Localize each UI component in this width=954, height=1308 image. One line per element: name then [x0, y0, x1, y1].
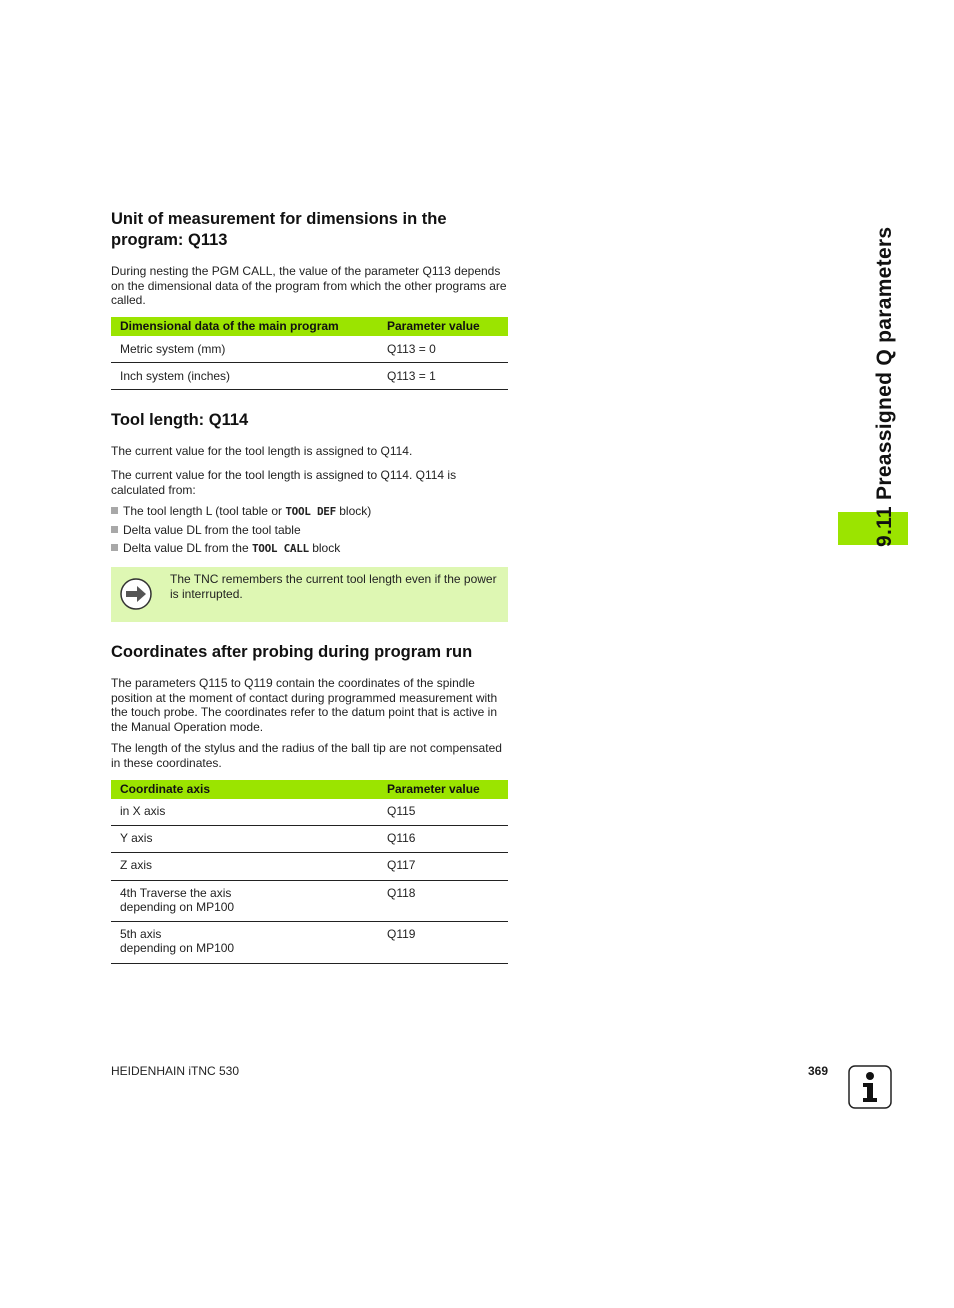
paragraph-q114-2: The current value for the tool length is assigned to Q114. Q114 is calculated from: — [111, 468, 457, 497]
footer-product: HEIDENHAIN iTNC 530 — [111, 1064, 240, 1078]
table-cell: Q115 — [387, 804, 416, 818]
bullet-square-icon — [111, 544, 118, 551]
list-item — [111, 541, 340, 556]
table-row — [111, 363, 508, 390]
note-box — [111, 567, 508, 622]
code-keyword: TOOL CALL — [251, 542, 309, 555]
table-header — [111, 780, 508, 799]
table-cell: 4th Traverse the axis depending on MP100 — [120, 886, 235, 914]
page-number: 369 — [808, 1064, 829, 1078]
bullet-square-icon — [111, 526, 118, 533]
bullet-text: block) — [335, 504, 372, 518]
header-cell: Parameter value — [387, 782, 480, 796]
table-cell: Q113 = 0 — [387, 342, 436, 356]
note-text: The TNC remembers the current tool length even if the power is interrupted. — [170, 572, 497, 601]
table-q113 — [111, 317, 508, 390]
table-cell: Q118 — [387, 886, 416, 900]
side-section-title: 9.11 Preassigned Q parameters — [873, 226, 896, 547]
header-cell: Coordinate axis — [120, 782, 211, 796]
bullet-text: Delta value DL from the — [123, 541, 252, 555]
table-row — [111, 336, 508, 363]
table-cell: in X axis — [120, 804, 166, 818]
table-cell: 5th axis depending on MP100 — [120, 927, 235, 955]
table-row — [111, 922, 508, 964]
table-cell: Y axis — [120, 831, 153, 845]
code-keyword: TOOL DEF — [285, 505, 336, 518]
info-icon — [848, 1065, 892, 1109]
table-cell: Q117 — [387, 858, 416, 872]
list-item — [111, 504, 371, 519]
table-row — [111, 881, 508, 922]
table-cell: Q113 = 1 — [387, 369, 436, 383]
table-cell: Q116 — [387, 831, 416, 845]
table-cell: Z axis — [120, 858, 153, 872]
table-row — [111, 826, 508, 853]
heading-q113: Unit of measurement for dimensions in the program: Q113 — [111, 210, 447, 249]
paragraph-q114-1: The current value for the tool length is assigned to Q114. — [111, 444, 413, 458]
bullet-text: The tool length L (tool table or — [123, 504, 286, 518]
header-cell: Parameter value — [387, 319, 480, 333]
paragraph-q113: During nesting the PGM CALL, the value of the parameter Q113 depends on the dimensional data of the program from which the other programs are called. — [111, 264, 507, 307]
arrow-right-icon — [120, 578, 152, 610]
bullet-text: block — [308, 541, 341, 555]
table-row — [111, 853, 508, 881]
heading-probing: Coordinates after probing during program run — [111, 643, 473, 661]
bullet-square-icon — [111, 507, 118, 514]
table-cell: Q119 — [387, 927, 416, 941]
list-item — [111, 523, 301, 537]
table-cell: Inch system (inches) — [120, 369, 231, 383]
table-header — [111, 317, 508, 336]
table-cell: Metric system (mm) — [120, 342, 226, 356]
heading-q114: Tool length: Q114 — [111, 411, 249, 429]
bullet-text: Delta value DL from the tool table — [123, 523, 301, 537]
table-coordinates — [111, 780, 508, 964]
paragraph-probing-1: The parameters Q115 to Q119 contain the coordinates of the spindle position at the moment of contact during programmed measurement with the touch probe. The coordinates refer to the datum point that is active in the Manual Operation mode. — [111, 676, 498, 734]
paragraph-probing-2: The length of the stylus and the radius of the ball tip are not compensated in these coordinates. — [111, 741, 502, 770]
header-cell: Dimensional data of the main program — [120, 319, 339, 333]
table-row — [111, 799, 508, 826]
